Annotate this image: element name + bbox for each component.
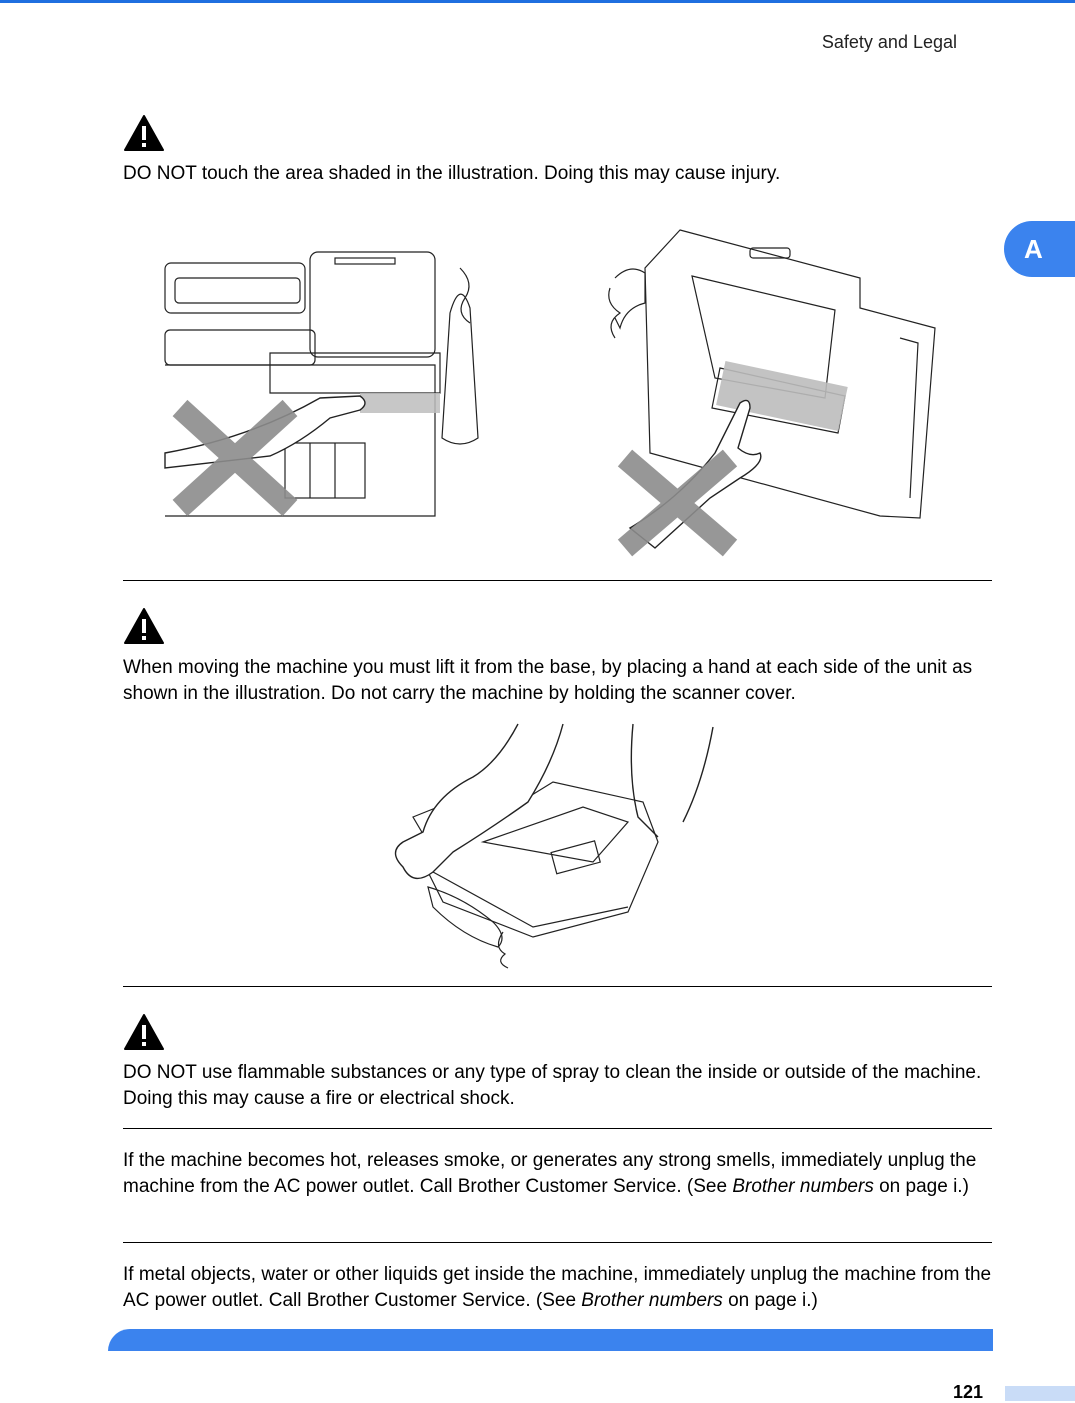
warning-icon [123, 607, 165, 645]
warning-icon [123, 1013, 165, 1051]
paragraph-text: If the machine becomes hot, releases smoke, or generates any strong smells, immediately unplug the machine from the AC power outlet. Call Brother Customer Service. (See [123, 1150, 977, 1197]
section-divider [123, 1128, 992, 1129]
section-divider [123, 1242, 992, 1243]
warning-text-flammable: DO NOT use flammable substances or any type of spray to clean the inside or outside of the machine. Doing this may cause a fire or electrical shock. [123, 1062, 982, 1109]
page-number: 121 [953, 1382, 984, 1402]
page-header-title: Safety and Legal [821, 32, 957, 52]
warning-text-moving: When moving the machine you must lift it from the base, by placing a hand at each side of the unit as shown in the illustration. Do not carry the machine by holding the scanner cover. [123, 657, 973, 704]
machine-side-illustration [160, 238, 500, 523]
paragraph-metal-liquid [123, 1262, 993, 1314]
brother-numbers-reference[interactable]: Brother numbers [581, 1290, 723, 1311]
page-number-tab [1005, 1386, 1075, 1401]
section-divider [123, 580, 992, 581]
header-rule [0, 0, 1075, 3]
paragraph-text: If metal objects, water or other liquids get inside the machine, immediately unplug the machine from the AC power outlet. Call Brother Customer Service. (See [123, 1264, 992, 1311]
warning-icon [123, 114, 165, 152]
footer-bar [108, 1329, 993, 1351]
lifting-machine-illustration [383, 722, 718, 972]
paragraph-text: on page i.) [873, 1176, 969, 1197]
brother-numbers-reference[interactable]: Brother numbers [732, 1176, 874, 1197]
machine-inside-illustration [600, 228, 945, 558]
warning-text-touch: DO NOT touch the area shaded in the illustration. Doing this may cause injury. [123, 163, 781, 184]
paragraph-text: on page i.) [722, 1290, 818, 1311]
section-divider [123, 986, 992, 987]
appendix-tab[interactable]: A [1004, 221, 1075, 277]
paragraph-hot-smoke [123, 1148, 993, 1200]
